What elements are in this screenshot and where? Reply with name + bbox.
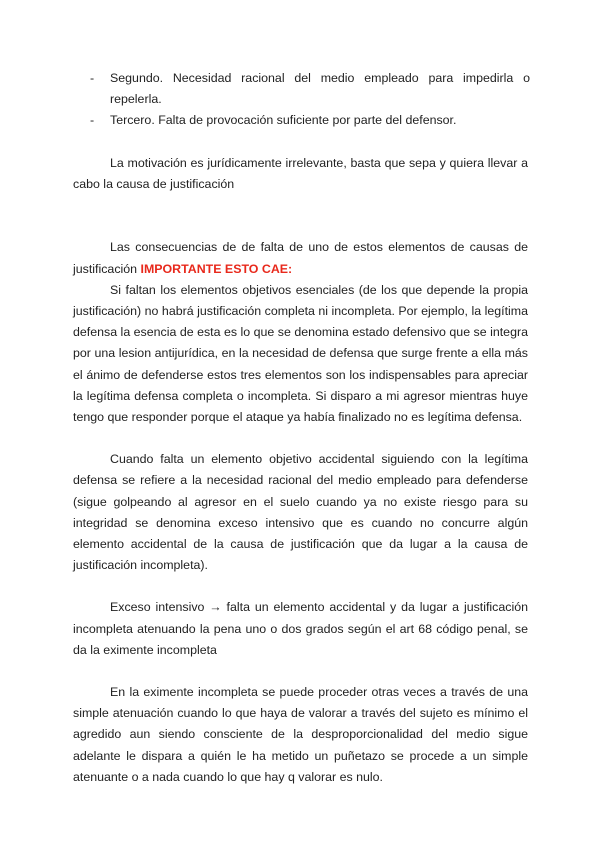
document-body [73, 153, 528, 788]
important-highlight: IMPORTANTE ESTO CAE: [140, 261, 293, 276]
bullet-marker: - [90, 113, 95, 128]
paragraph-consequences [73, 237, 528, 279]
bullet-marker: - [90, 71, 95, 85]
bullet-text: Segundo. Necesidad racional del medio empleado para impedirla o repelerla. [110, 71, 530, 107]
paragraph-exceso-intensivo: Exceso intensivo → falta un elemento accidental y da lugar a justificación incompleta atenuando la pena uno o dos grados según el art 68 código penal, se da la eximente incompleta [73, 600, 528, 657]
paragraph-essential-elements: Si faltan los elementos objetivos esenciales (de los que depende la propia justificación) no habrá justificación completa ni incompleta. Por ejemplo, la legítima defensa la esencia de esta es lo que se denomina estado defensivo que se integra por una lesion antijurídica, en la necesidad de defensa que surge frente a ella más el ánimo de defenderse estos tres elementos son los indispensables para apreciar la legítima defensa completa o incompleta. Si disparo a mi agresor mientras huye tengo que responder porque el ataque ya había finalizado no es legítima defensa. [73, 282, 528, 425]
paragraph-text: Las consecuencias de de falta de uno de estos elementos de causas de justificación [73, 240, 528, 276]
bullet-item [0, 110, 530, 131]
bullet-item [0, 68, 530, 110]
paragraph-eximente-incompleta: En la eximente incompleta se puede proceder otras veces a través de una simple atenuación cuando lo que haya de valorar a través del sujeto es mínimo el agredido aun siendo consciente de la desproporcionalidad del medio sigue adelante le dispara a quién le ha metido un puñetazo se procede a un simple atenuante o a nada cuando lo que hay q valorar es nulo. [73, 685, 528, 784]
paragraph-accidental-element: Cuando falta un elemento objetivo accidental siguiendo con la legítima defensa se refiere a la necesidad racional del medio empleado para defenderse (sigue golpeando al agresor en el suelo cuando ya no existe riesgo para su integridad se denomina exceso intensivo que es cuando no concurre algún elemento accidental de la causa de justificación que da lugar a la causa de justificación incompleta). [73, 452, 528, 573]
paragraph-motivation: La motivación es jurídicamente irrelevante, basta que sepa y quiera llevar a cabo la causa de justificación [73, 156, 528, 192]
bullet-list [0, 68, 600, 132]
bullet-text: Tercero. Falta de provocación suficiente por parte del defensor. [110, 113, 457, 128]
